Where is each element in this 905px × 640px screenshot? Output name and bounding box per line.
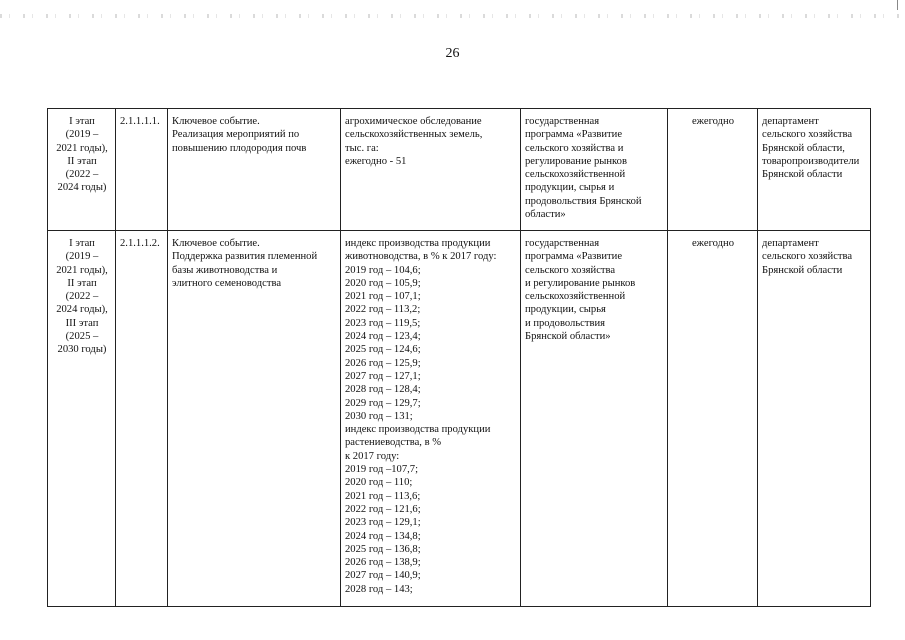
stage-line: 2024 годы): [57, 182, 107, 194]
program-line: сельского хозяйства и: [525, 142, 624, 154]
indicator-line: ежегодно - 51: [345, 155, 407, 167]
program-line: продукции, сырья и: [525, 182, 615, 194]
indicator-line: 2021 год – 107,1;: [345, 291, 421, 303]
event-line: базы животноводства и: [172, 264, 278, 276]
program-line: программа «Развитие: [525, 129, 623, 141]
event-line: повышению плодородия почв: [172, 142, 307, 154]
event-line: элитного семеноводства: [172, 277, 282, 289]
indicator-line: 2026 год – 125,9;: [345, 357, 421, 369]
indicator-line: животноводства, в % к 2017 году:: [345, 251, 497, 263]
indicator-line: 2028 год – 128,4;: [345, 384, 421, 396]
indicator-line: сельскохозяйственных земель,: [345, 129, 483, 141]
responsible-line: Брянской области: [762, 169, 843, 181]
responsible-line: департамент: [762, 116, 819, 127]
indicator-line: 2020 год – 105,9;: [345, 277, 421, 289]
event-line: Поддержка развития племенной: [172, 251, 318, 263]
responsible-cell: [758, 109, 871, 231]
indicator-cell: [341, 109, 521, 231]
stage-line: (2022 –: [65, 291, 99, 303]
stage-line: (2025 –: [65, 331, 99, 343]
stage-line: II этап: [67, 155, 97, 167]
responsible-line: товаропроизводители: [762, 155, 860, 167]
indicator-line: 2019 год –107,7;: [345, 464, 419, 476]
responsible-line: Брянской области: [762, 264, 843, 276]
stage-line: III этап: [65, 317, 99, 329]
program-line: продукции, сырья: [525, 304, 606, 316]
stage-cell: [48, 109, 116, 231]
event-cell: [168, 231, 341, 607]
program-line: сельскохозяйственной: [525, 291, 626, 303]
indicator-line: 2021 год – 113,6;: [345, 490, 421, 502]
stage-line: I этап: [69, 116, 95, 127]
indicator-line: 2027 год – 127,1;: [345, 370, 421, 382]
frequency-cell: ежегодно: [668, 231, 758, 607]
indicator-line: 2025 год – 124,6;: [345, 344, 421, 356]
plan-table-body: [48, 109, 871, 607]
indicator-cell: [341, 231, 521, 607]
program-line: продовольствия Брянской: [525, 195, 642, 207]
stage-line: (2019 –: [65, 129, 99, 141]
code-cell: 2.1.1.1.2.: [116, 231, 168, 607]
indicator-line: 2030 год – 131;: [345, 410, 413, 422]
stage-line: II этап: [67, 277, 97, 289]
indicator-line: индекс производства продукции: [345, 424, 491, 436]
program-line: сельского хозяйства: [525, 264, 616, 276]
responsible-cell: [758, 231, 871, 607]
stage-line: 2021 годы),: [56, 142, 108, 154]
indicator-line: растениеводства, в %: [345, 437, 442, 449]
indicator-line: 2022 год – 113,2;: [345, 304, 421, 316]
indicator-line: агрохимическое обследование: [345, 116, 482, 127]
indicator-line: 2023 год – 129,1;: [345, 517, 421, 529]
stage-line: 2024 годы),: [56, 304, 108, 316]
plan-table: [47, 108, 871, 607]
indicator-line: 2029 год – 129,7;: [345, 397, 421, 409]
stage-line: (2022 –: [65, 169, 99, 181]
program-line: программа «Развитие: [525, 251, 623, 263]
frequency-cell: ежегодно: [668, 109, 758, 231]
indicator-line: 2027 год – 140,9;: [345, 570, 421, 582]
responsible-line: Брянской области,: [762, 142, 845, 154]
scan-edge-mark: [897, 0, 898, 10]
responsible-line: сельского хозяйства: [762, 129, 853, 141]
program-line: государственная: [525, 238, 600, 249]
stage-line: 2021 годы),: [56, 264, 108, 276]
scan-artifact-strip: [0, 14, 905, 18]
indicator-line: 2023 год – 119,5;: [345, 317, 421, 329]
program-cell: [521, 109, 668, 231]
indicator-line: 2028 год – 143;: [345, 583, 413, 595]
program-line: регулирование рынков: [525, 155, 627, 167]
program-cell: [521, 231, 668, 607]
stage-cell: [48, 231, 116, 607]
program-line: и регулирование рынков: [525, 277, 636, 289]
indicator-line: 2025 год – 136,8;: [345, 543, 421, 555]
event-line: Ключевое событие.: [172, 116, 260, 127]
page-number: 26: [445, 46, 460, 61]
program-line: государственная: [525, 116, 600, 127]
stage-line: I этап: [69, 238, 95, 249]
table-row: [48, 231, 871, 607]
indicator-line: индекс производства продукции: [345, 238, 491, 249]
program-line: области»: [525, 209, 566, 221]
indicator-line: 2019 год – 104,6;: [345, 264, 421, 276]
event-line: Реализация мероприятий по: [172, 129, 300, 141]
indicator-line: 2020 год – 110;: [345, 477, 413, 489]
event-cell: [168, 109, 341, 231]
table-row: [48, 109, 871, 231]
indicator-line: 2022 год – 121,6;: [345, 503, 421, 515]
indicator-line: 2026 год – 138,9;: [345, 557, 421, 569]
responsible-line: сельского хозяйства: [762, 251, 853, 263]
program-line: Брянской области»: [525, 331, 611, 343]
indicator-line: 2024 год – 123,4;: [345, 331, 421, 343]
indicator-line: тыс. га:: [345, 142, 379, 154]
program-line: и продовольствия: [525, 317, 606, 329]
program-line: сельскохозяйственной: [525, 169, 626, 181]
stage-line: 2030 годы): [57, 344, 107, 356]
stage-line: (2019 –: [65, 251, 99, 263]
code-cell: 2.1.1.1.1.: [116, 109, 168, 231]
event-line: Ключевое событие.: [172, 238, 260, 249]
indicator-line: 2024 год – 134,8;: [345, 530, 421, 542]
indicator-line: к 2017 году:: [345, 450, 400, 462]
responsible-line: департамент: [762, 238, 819, 249]
